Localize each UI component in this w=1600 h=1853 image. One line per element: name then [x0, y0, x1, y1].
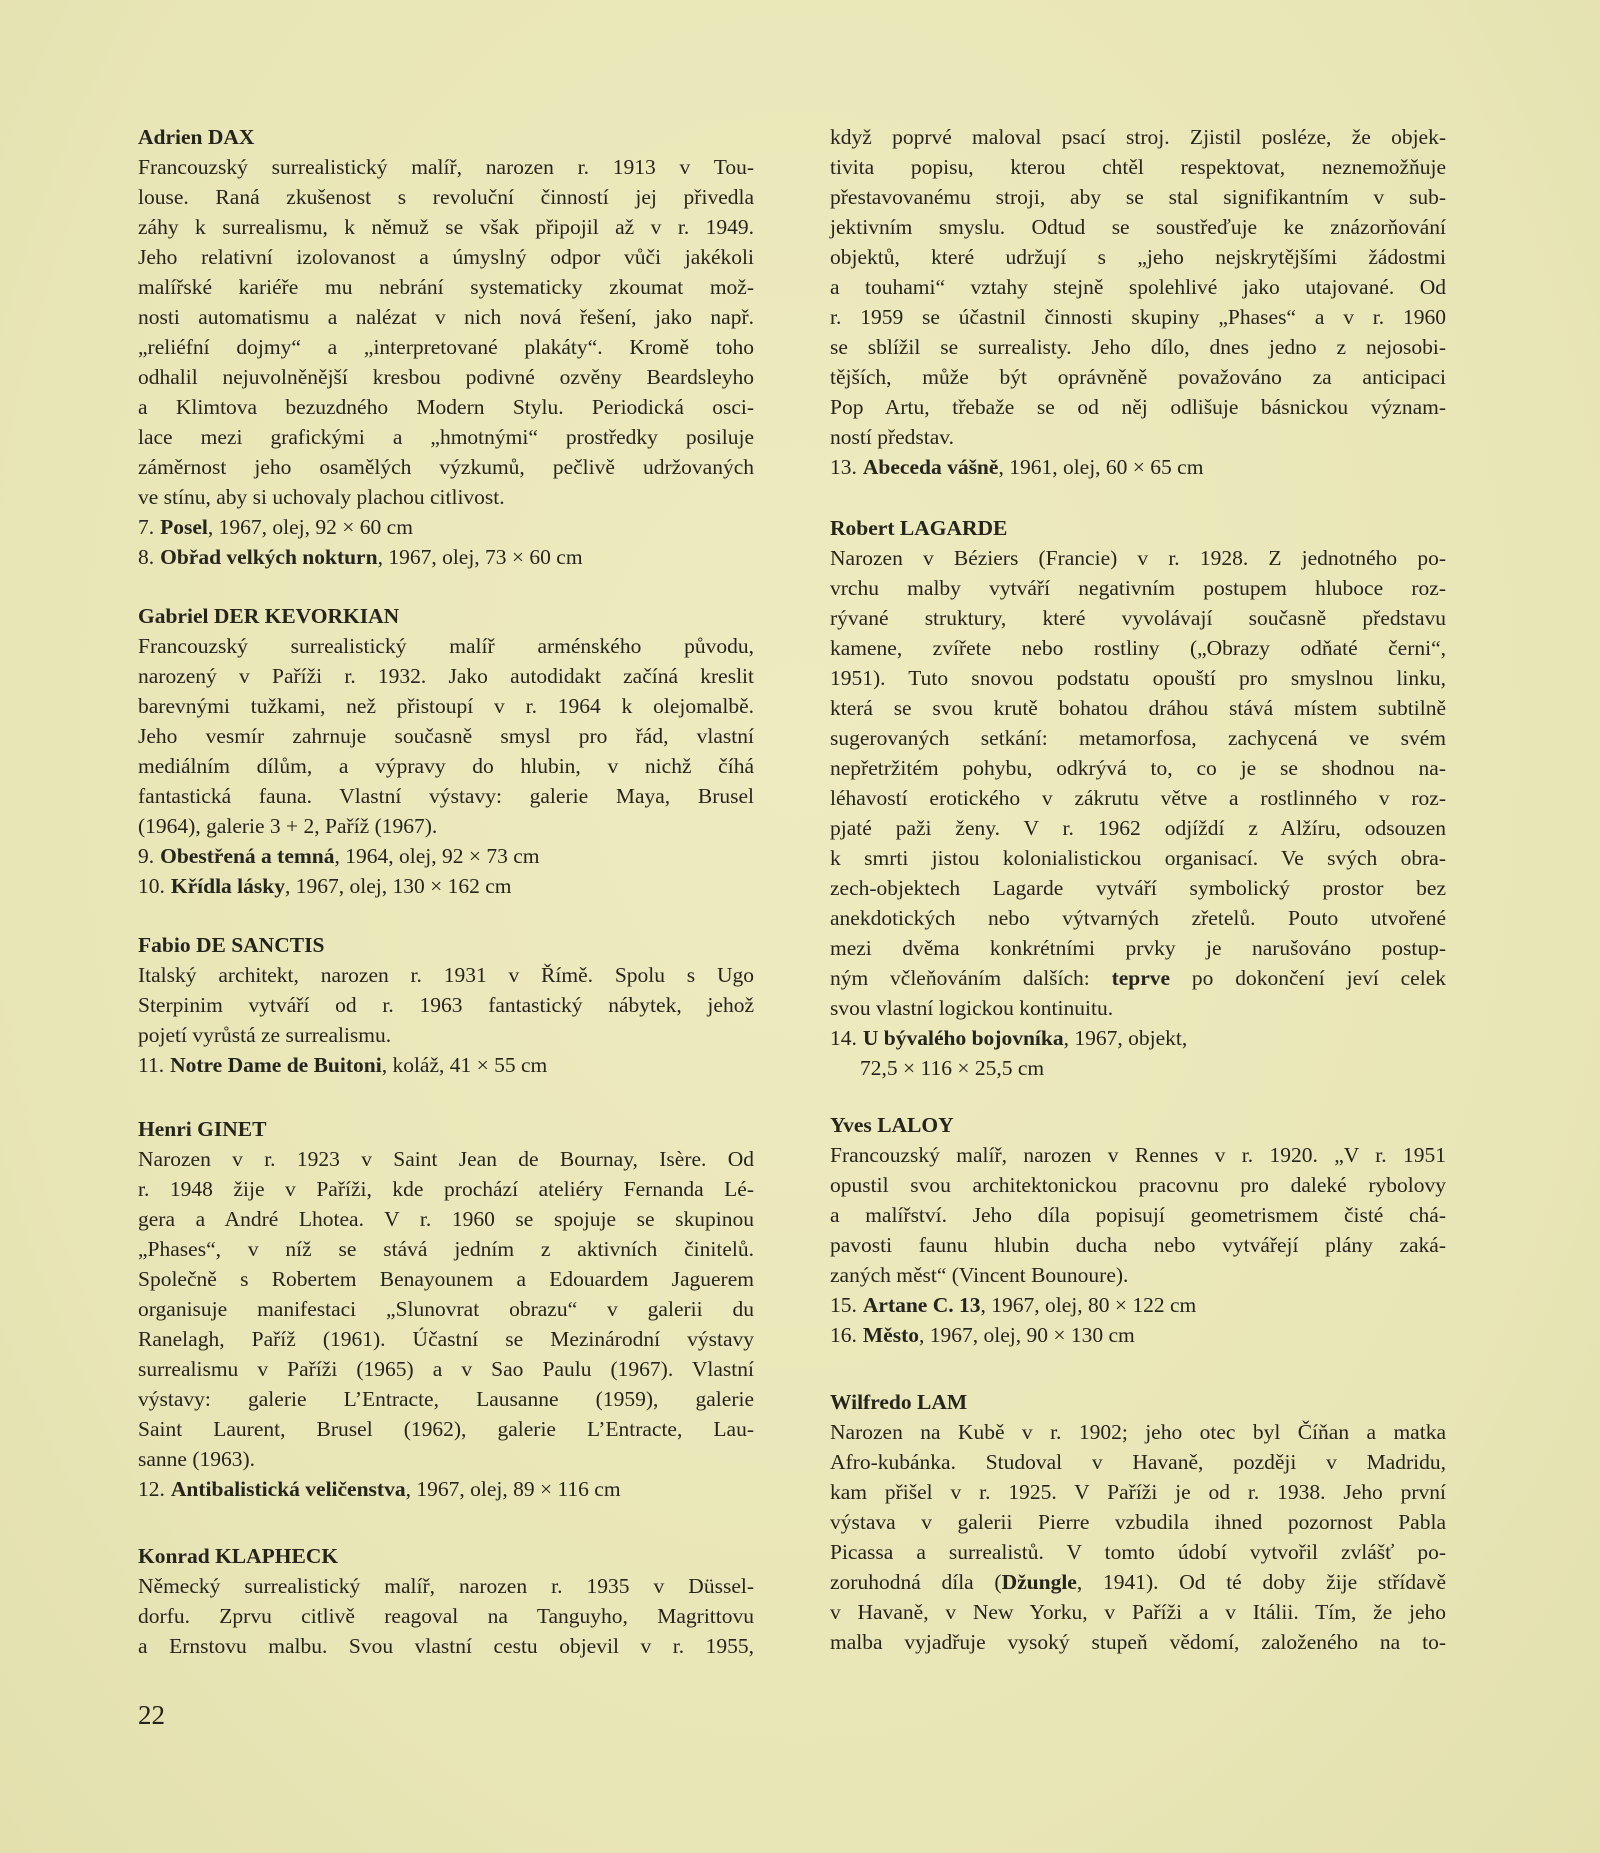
bio-line — [138, 422, 754, 452]
bio-text: ve stínu, aby si uchovaly plachou citlivost. — [138, 485, 505, 509]
bio-text: a Klimtova bezuzdného Modern Stylu. Periodická osci- — [138, 395, 754, 419]
exhibited-work — [830, 1290, 1446, 1320]
bio-line — [830, 332, 1446, 362]
bio-text: nosti automatismu a nalézat v nich nová řešení, jako např. — [138, 305, 754, 329]
work-details: , koláž, 41 × 55 cm — [381, 1053, 548, 1077]
bio-text: ností představ. — [830, 425, 955, 449]
work-details: , 1967, olej, 80 × 122 cm — [980, 1293, 1197, 1317]
bio-text: louse. Raná zkušenost s revoluční činností jej přivedla — [138, 185, 754, 209]
exhibited-work — [830, 452, 1446, 482]
bio-text: r. 1948 žije v Paříži, kde prochází ateliéry Fernanda Lé- — [138, 1177, 754, 1201]
bio-line — [830, 603, 1446, 633]
bio-text: k smrti jistou kolonialistickou organisací. Ve svých obra- — [830, 846, 1446, 870]
artist-first-name: Adrien — [138, 125, 203, 149]
work-title: U bývalého bojovníka — [862, 1026, 1064, 1050]
bio-text: tějších, může být oprávněně považováno za anticipaci — [830, 365, 1446, 389]
bio-line — [830, 663, 1446, 693]
bio-text: tivita popisu, kterou chtěl respektovat, neznemožňuje — [830, 155, 1446, 179]
bio-line — [830, 1597, 1446, 1627]
artist-first-name: Konrad — [138, 1544, 210, 1568]
work-number: 8. — [138, 545, 155, 569]
artist-entry-der-kevorkian — [138, 601, 754, 901]
bio-text: a touhami“ vztahy stejně spolehlivé jako utajované. Od — [830, 275, 1446, 299]
bio-line — [830, 1447, 1446, 1477]
bio-text: dorfu. Zprvu citlivě reagoval na Tanguyho, Magrittovu — [138, 1604, 754, 1628]
artist-last-name: LAM — [917, 1390, 968, 1414]
bio-text: zaných měst“ (Vincent Bounoure). — [830, 1263, 1129, 1287]
exhibited-work — [138, 841, 754, 871]
bio-text: gera a André Lhotea. V r. 1960 se spojuje se skupinou — [138, 1207, 754, 1231]
bio-line — [138, 781, 754, 811]
bio-text: narozený v Paříži r. 1932. Jako autodidakt začíná kreslit — [138, 664, 754, 688]
bio-line — [830, 993, 1446, 1023]
artist-name — [138, 122, 754, 152]
work-number: 12. — [138, 1477, 165, 1501]
bio-line — [830, 362, 1446, 392]
work-number: 13. — [830, 455, 857, 479]
bio-text: „Phases“, v níž se stává jedním z aktivních činitelů. — [138, 1237, 754, 1261]
work-title: Antibalistická veličenstva — [170, 1477, 406, 1501]
bio-line — [830, 1537, 1446, 1567]
bio-line — [138, 212, 754, 242]
exhibited-work — [138, 1474, 754, 1504]
bio-text: lace mezi grafickými a „hmotnými“ prostředky posiluje — [138, 425, 754, 449]
bio-line — [138, 152, 754, 182]
bio-text: pojetí vyrůstá ze surrealismu. — [138, 1023, 392, 1047]
bio-text: záměrnost jeho osamělých výzkumů, pečlivě udržovaných — [138, 455, 754, 479]
bio-line — [138, 1384, 754, 1414]
bio-line — [830, 392, 1446, 422]
bio-line — [138, 242, 754, 272]
bio-line — [138, 1234, 754, 1264]
artist-last-name: KLAPHECK — [215, 1544, 339, 1568]
bio-text: kamene, zvířete nebo rostliny („Obrazy odňaté černi“, — [830, 636, 1446, 660]
bio-text: opustil svou architektonickou pracovnu pro daleké rybolovy — [830, 1173, 1446, 1197]
artist-first-name: Robert — [830, 516, 895, 540]
bio-line — [830, 272, 1446, 302]
bio-line — [830, 933, 1446, 963]
bio-text: zoruhodná díla ( — [830, 1570, 1002, 1594]
work-title: Abeceda vášně — [862, 455, 999, 479]
artist-last-name: GINET — [197, 1117, 267, 1141]
artist-entry-laloy — [830, 1110, 1446, 1350]
exhibited-work — [138, 512, 754, 542]
bio-text: rývané struktury, které vyvolávají současně představu — [830, 606, 1446, 630]
bio-line — [138, 1264, 754, 1294]
work-title: Město — [862, 1323, 919, 1347]
bio-line — [138, 631, 754, 661]
bio-line — [830, 903, 1446, 933]
bio-text: vrchu malby vytváří negativním postupem hluboce roz- — [830, 576, 1446, 600]
artist-name — [138, 930, 754, 960]
bio-text: po dokončení jeví celek — [1170, 966, 1446, 990]
bio-text: kam přišel v r. 1925. V Paříži je od r. 1938. Jeho první — [830, 1480, 1446, 1504]
bio-line — [138, 1020, 754, 1050]
artist-first-name: Yves — [830, 1113, 872, 1137]
artist-first-name: Fabio — [138, 933, 191, 957]
bio-line — [138, 1294, 754, 1324]
bio-text: Picassa a surrealistů. V tomto údobí vytvořil zvlášť po- — [830, 1540, 1446, 1564]
artist-name — [830, 513, 1446, 543]
bio-text: malba vyjadřuje vysoký stupeň vědomí, založeného na to- — [830, 1630, 1446, 1654]
bio-text: Italský architekt, narozen r. 1931 v Římě. Spolu s Ugo — [138, 963, 754, 987]
work-details: , 1964, olej, 92 × 73 cm — [334, 844, 540, 868]
bio-line — [830, 212, 1446, 242]
bio-line — [138, 1204, 754, 1234]
bio-text: pavosti faunu hlubin ducha nebo vytvářejí plány zaká- — [830, 1233, 1446, 1257]
bio-line — [830, 1230, 1446, 1260]
work-title: Posel — [160, 515, 208, 539]
bio-line — [138, 1631, 754, 1661]
work-title: Křídla lásky — [170, 874, 285, 898]
bio-text: Saint Laurent, Brusel (1962), galerie L’Entracte, Lau- — [138, 1417, 754, 1441]
bio-line — [138, 482, 754, 512]
bio-line — [138, 452, 754, 482]
artist-first-name: Wilfredo — [830, 1390, 912, 1414]
work-title: Obřad velkých nokturn — [160, 545, 378, 569]
work-title: Notre Dame de Buitoni — [170, 1053, 382, 1077]
bio-line — [830, 723, 1446, 753]
bio-line — [830, 1260, 1446, 1290]
bio-line — [138, 392, 754, 422]
work-details: , 1967, olej, 73 × 60 cm — [377, 545, 583, 569]
work-number: 11. — [138, 1053, 165, 1077]
bio-line — [138, 661, 754, 691]
bio-text: fantastická fauna. Vlastní výstavy: galerie Maya, Brusel — [138, 784, 754, 808]
artist-first-name: Gabriel — [138, 604, 209, 628]
bio-line — [830, 1140, 1446, 1170]
exhibited-work — [138, 542, 754, 572]
bio-text: a malířství. Jeho díla popisují geometrismem čisté chá- — [830, 1203, 1446, 1227]
bio-text: Pop Artu, třebaže se od něj odlišuje básnickou význam- — [830, 395, 1446, 419]
bio-text: když poprvé maloval psací stroj. Zjistil posléze, že objek- — [830, 125, 1446, 149]
bio-text: a Ernstovu malbu. Svou vlastní cestu objevil v r. 1955, — [138, 1634, 754, 1658]
bio-line — [830, 1567, 1446, 1597]
bio-line — [830, 422, 1446, 452]
artist-last-name: DER KEVORKIAN — [213, 604, 400, 628]
bio-text: zech-objektech Lagarde vytváří symbolický prostor bez — [830, 876, 1446, 900]
bio-text: Francouzský malíř, narozen v Rennes v r. 1920. „V r. 1951 — [830, 1143, 1446, 1167]
bio-line — [830, 543, 1446, 573]
bio-text: objektů, které udržují s „jeho nejskrytějšími žádostmi — [830, 245, 1446, 269]
bio-text: se sblížil se surrealisty. Jeho dílo, dnes jedno z nejosobi- — [830, 335, 1446, 359]
bio-text: sugerovaných setkání: metamorfosa, zachycená ve svém — [830, 726, 1446, 750]
bio-text: Francouzský surrealistický malíř arménského původu, — [138, 634, 754, 658]
bio-text: výstavy: galerie L’Entracte, Lausanne (1959), galerie — [138, 1387, 754, 1411]
bio-text: 1951). Tuto snovou podstatu opouští pro smyslnou linku, — [830, 666, 1446, 690]
bio-line — [830, 1170, 1446, 1200]
bio-text: Narozen na Kubě v r. 1902; jeho otec byl Číňan a matka — [830, 1420, 1446, 1444]
bio-line — [830, 693, 1446, 723]
artist-last-name: LAGARDE — [899, 516, 1008, 540]
bio-line — [138, 1571, 754, 1601]
bio-text: anekdotických nebo výtvarných zřetelů. Pouto utvořené — [830, 906, 1446, 930]
page-number: 22 — [138, 1700, 165, 1730]
artist-name — [138, 1541, 754, 1571]
bio-line — [138, 1174, 754, 1204]
bio-line — [830, 182, 1446, 212]
artist-last-name: LALOY — [877, 1113, 954, 1137]
work-details: , 1967, olej, 89 × 116 cm — [405, 1477, 621, 1501]
bio-text: léhavostí erotického v zákrutu větve a rostlinného v roz- — [830, 786, 1446, 810]
bio-line — [138, 1354, 754, 1384]
bio-emphasis: teprve — [1111, 966, 1171, 990]
artist-name — [138, 1114, 754, 1144]
artist-entry-lagarde — [830, 513, 1446, 1083]
bio-text: Německý surrealistický malíř, narozen r. 1935 v Düssel- — [138, 1574, 754, 1598]
exhibited-work — [138, 871, 754, 901]
artist-entry-klapheck — [138, 1541, 754, 1661]
bio-line — [830, 152, 1446, 182]
bio-emphasis: Džungle — [1001, 1570, 1077, 1594]
artist-entry-dax — [138, 122, 754, 572]
work-details: , 1961, olej, 60 × 65 cm — [998, 455, 1204, 479]
artist-name — [830, 1387, 1446, 1417]
bio-line — [138, 272, 754, 302]
bio-text: (1964), galerie 3 + 2, Paříž (1967). — [138, 814, 438, 838]
bio-line — [830, 813, 1446, 843]
bio-text: Afro-kubánka. Studoval v Havaně, později v Madridu, — [830, 1450, 1446, 1474]
bio-text: svou vlastní logickou kontinuitu. — [830, 996, 1114, 1020]
bio-text: barevnými tužkami, než přistoupí v r. 1964 k olejomalbě. — [138, 694, 754, 718]
bio-line — [830, 963, 1446, 993]
artist-first-name: Henri — [138, 1117, 192, 1141]
artist-name — [830, 1110, 1446, 1140]
artist-entry-de-sanctis — [138, 930, 754, 1080]
bio-text: „reliéfní dojmy“ a „interpretované plakáty“. Kromě toho — [138, 335, 754, 359]
work-details: , 1967, objekt, — [1063, 1026, 1188, 1050]
artist-entry-klapheck-continued — [830, 122, 1446, 482]
exhibited-work — [830, 1320, 1446, 1350]
bio-line — [138, 332, 754, 362]
bio-line — [138, 811, 754, 841]
work-dimensions: 72,5 × 116 × 25,5 cm — [860, 1056, 1045, 1080]
bio-line — [138, 691, 754, 721]
bio-line — [830, 302, 1446, 332]
bio-line — [830, 873, 1446, 903]
bio-line — [138, 960, 754, 990]
bio-text: Narozen v r. 1923 v Saint Jean de Bournay, Isère. Od — [138, 1147, 754, 1171]
bio-line — [138, 182, 754, 212]
bio-line — [138, 1601, 754, 1631]
bio-line — [138, 1324, 754, 1354]
bio-text: r. 1959 se účastnil činnosti skupiny „Phases“ a v r. 1960 — [830, 305, 1446, 329]
work-title: Obestřená a temná — [160, 844, 335, 868]
bio-line — [138, 721, 754, 751]
bio-line — [830, 633, 1446, 663]
bio-text: výstava v galerii Pierre vzbudila ihned pozornost Pabla — [830, 1510, 1446, 1534]
bio-text: surrealismu v Paříži (1965) a v Sao Paulu (1967). Vlastní — [138, 1357, 754, 1381]
work-number: 9. — [138, 844, 155, 868]
bio-line — [830, 1507, 1446, 1537]
bio-line — [138, 1414, 754, 1444]
work-number: 14. — [830, 1026, 857, 1050]
bio-text: , 1941). Od té doby žije střídavě — [1076, 1570, 1446, 1594]
bio-text: jektivním smyslu. Odtud se soustřeďuje ke znázorňování — [830, 215, 1446, 239]
bio-line — [830, 573, 1446, 603]
bio-text: Narozen v Béziers (Francie) v r. 1928. Z jednotného po- — [830, 546, 1446, 570]
work-details: , 1967, olej, 90 × 130 cm — [919, 1323, 1135, 1347]
bio-text: Ranelagh, Paříž (1961). Účastní se Mezinárodní výstavy — [138, 1327, 754, 1351]
bio-text: mediálním dílům, a výpravy do hlubin, v nichž číhá — [138, 754, 754, 778]
bio-line — [830, 1477, 1446, 1507]
bio-line — [830, 843, 1446, 873]
bio-text: která se svou krutě bohatou dráhou stává místem subtilně — [830, 696, 1446, 720]
bio-text: Jeho vesmír zahrnuje současně smysl pro řád, vlastní — [138, 724, 754, 748]
work-title: Artane C. 13 — [862, 1293, 981, 1317]
bio-line — [138, 990, 754, 1020]
bio-text: pjaté paži ženy. V r. 1962 odjíždí z Alžíru, odsouzen — [830, 816, 1446, 840]
bio-line — [830, 1417, 1446, 1447]
work-number: 10. — [138, 874, 165, 898]
bio-line — [830, 122, 1446, 152]
bio-text: ným včleňováním dalších: — [830, 966, 1112, 990]
bio-text: mezi dvěma konkrétními prvky je narušováno postup- — [830, 936, 1446, 960]
artist-last-name: DE SANCTIS — [195, 933, 325, 957]
artist-last-name: DAX — [207, 125, 255, 149]
bio-text: nepřetržitém pohybu, odkrývá to, co je se shodnou na- — [830, 756, 1446, 780]
bio-line — [830, 783, 1446, 813]
exhibited-work — [830, 1023, 1446, 1053]
work-details: , 1967, olej, 130 × 162 cm — [284, 874, 512, 898]
exhibited-work — [138, 1050, 754, 1080]
bio-line — [830, 242, 1446, 272]
artist-name — [138, 601, 754, 631]
bio-text: organisuje manifestaci „Slunovrat obrazu“ v galerii du — [138, 1297, 754, 1321]
work-number: 7. — [138, 515, 155, 539]
bio-line — [830, 1627, 1446, 1657]
bio-text: Společně s Robertem Benayounem a Edouardem Jaguerem — [138, 1267, 754, 1291]
bio-text: malířské kariéře mu nebrání systematicky zkoumat mož- — [138, 275, 754, 299]
bio-line — [830, 1200, 1446, 1230]
bio-line — [138, 302, 754, 332]
bio-text: sanne (1963). — [138, 1447, 256, 1471]
bio-text: Francouzský surrealistický malíř, narozen r. 1913 v Tou- — [138, 155, 754, 179]
bio-line — [138, 1144, 754, 1174]
bio-line — [830, 753, 1446, 783]
artist-entry-lam — [830, 1387, 1446, 1657]
bio-line — [138, 751, 754, 781]
bio-text: odhalil nejuvolněnější kresbou podivné ozvěny Beardsleyho — [138, 365, 754, 389]
bio-text: v Havaně, v New Yorku, v Paříži a v Itálii. Tím, že jeho — [830, 1600, 1446, 1624]
bio-line — [138, 1444, 754, 1474]
bio-text: Jeho relativní izolovanost a úmyslný odpor vůči jakékoli — [138, 245, 754, 269]
work-number: 15. — [830, 1293, 857, 1317]
work-details: , 1967, olej, 92 × 60 cm — [207, 515, 413, 539]
bio-line — [138, 362, 754, 392]
bio-text: přestavovanému stroji, aby se stal signifikantním v sub- — [830, 185, 1446, 209]
work-number: 16. — [830, 1323, 857, 1347]
artist-entry-ginet — [138, 1114, 754, 1504]
bio-text: Sterpinim vytváří od r. 1963 fantastický nábytek, jehož — [138, 993, 754, 1017]
bio-text: záhy k surrealismu, k němuž se však připojil až v r. 1949. — [138, 215, 754, 239]
